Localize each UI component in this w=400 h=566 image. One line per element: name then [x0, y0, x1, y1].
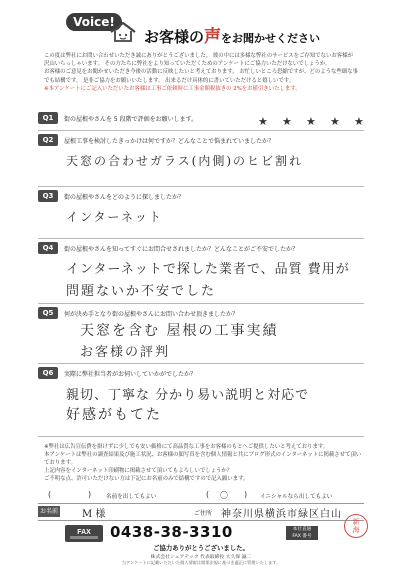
company-info [38, 543, 364, 566]
question-number: Q3 [38, 190, 58, 202]
divider [38, 436, 364, 437]
question-q5 [38, 307, 364, 319]
star-icon: ★ [282, 115, 292, 128]
intro-line: お客様のご意見をお聞かせいただき今後の活動に反映したいと考えております。 お忙しいところ恐縮ですが、どのような些細な事 [44, 69, 358, 76]
fax-machine-icon [64, 523, 104, 543]
question-text: 実際に弊社担当者がお伺いしていかがでしたか？ [64, 371, 197, 378]
name-field[interactable]: M 様 [82, 509, 106, 520]
note-line: ※弊社は広告宣伝費を掛けずに少しでも安い価格にて高品質な工事をお客様のもとへご提供したいと考えております。 [44, 444, 329, 450]
note-line: 上記内容をインターネット印刷物に掲載させて頂いてもよろしいでしょうか？ [44, 468, 233, 474]
stamp-text-top: 新 [352, 518, 360, 526]
star-icon: ★ [330, 115, 340, 128]
fax-direct-badge [286, 526, 318, 540]
question-q6 [38, 367, 364, 379]
question-q4 [38, 242, 364, 254]
fax-row [38, 522, 364, 544]
consent-option-2-mark[interactable]: 〇 [220, 491, 228, 500]
consent-option-1-text: 名前を出してもよい [106, 494, 157, 500]
fax-icon-label: FAX [77, 529, 91, 536]
answer-q6-line1: 親切、丁寧な 分かり易い説明と対応で [66, 388, 310, 403]
company-name: 株式会社シェアテック 代表取締役 大久保 誠二 [150, 555, 252, 560]
question-number: Q4 [38, 242, 58, 254]
seal-stamp [344, 514, 368, 538]
answer-q4-line2: 問題ないか不安でした [66, 284, 217, 299]
stamp-text-bottom: 海 [352, 526, 360, 534]
title-prefix: お客様の [144, 28, 205, 46]
divider [38, 130, 364, 131]
divider [38, 520, 364, 521]
fax-badge-line2: FAX 番号 [292, 534, 312, 539]
privacy-disclaimer: 当アンケートに記載いただいた個人情報は関係法規に基づき適正に管理いたします。 [121, 560, 281, 565]
consent-options [38, 490, 364, 502]
star-icon: ★ [306, 115, 316, 128]
question-q2 [38, 134, 364, 146]
consent-option-1-open[interactable]: ( [48, 490, 52, 499]
divider [38, 238, 364, 239]
header [0, 0, 400, 50]
star-icon: ★ [258, 115, 268, 128]
answer-q4-line1: インターネットで探した業者で、品質 費用が [66, 262, 350, 277]
name-label: お名前 [39, 508, 58, 515]
publication-notes [44, 443, 366, 483]
consent-option-2-close[interactable]: ) [244, 490, 248, 499]
divider [38, 186, 364, 187]
consent-option-1-close[interactable]: ) [88, 490, 92, 499]
fax-number: 0438-38-3310 [110, 523, 233, 541]
question-text: 街の屋根やさんをどのように探しましたか？ [64, 194, 185, 201]
intro-line: この度は弊社にお問い合わせいただき誠にありがとうございました。 彼の中には多様な弊社のサービスをご存知でないお客様が [44, 53, 353, 59]
rating-stars [258, 115, 368, 127]
address-field[interactable]: 神奈川県横浜市緑区白山 [221, 509, 342, 520]
divider [38, 503, 364, 504]
consent-option-2-open[interactable]: ( [206, 490, 210, 499]
intro-line: でも結構です。 是非ご協力をお願いいたします。 出来るだけ具体的に書いていただけると嬉しいです。 [44, 77, 295, 84]
intro-text [44, 52, 364, 93]
question-text: 街の屋根やさんを知ってすぐにお問合せされましたか？どんなことがご不安でしたか？ [64, 246, 299, 253]
question-number: Q6 [38, 367, 58, 379]
question-text: 街の屋根やさんを 5 段階で評価をお願いします。 [64, 116, 198, 123]
answer-q5-line1: 天窓を含む 屋根の工事実績 [80, 323, 279, 339]
address-label: ご住所 [194, 510, 213, 517]
intro-line: 沢山いらっしゃいます。 その方たちに弊社をより知っていただくためのアンケートにご協力いただけないでしょうか。 [44, 61, 331, 68]
page-title [144, 22, 320, 47]
voice-badge: Voice! [66, 13, 122, 31]
note-line: 本アンケートは弊社の調査結果及び施工状況、お客様の顔写真を含む個人情報と共にブログ形式のインターネットに掲載させて頂いております。 [44, 452, 362, 466]
consent-option-2-text: イニシャルなら出してもよい [260, 494, 333, 500]
divider [38, 363, 364, 364]
divider [38, 303, 364, 304]
house-icon [108, 20, 138, 44]
question-text: 何が決め手となり街の屋根やさんにお問い合わせ頂きましたか？ [64, 311, 239, 318]
star-icon: ★ [354, 115, 364, 128]
thanks-text: ご協力ありがとうございました。 [153, 544, 249, 552]
answer-q5-line2: お客様の評判 [80, 345, 171, 360]
note-line: ご不明な点、許可いただけない方は下記にお名前のみで結構ですので記入願います。 [44, 476, 249, 482]
title-suffix: をお聞かせください [221, 32, 321, 45]
question-number: Q2 [38, 134, 58, 146]
answer-q6-line2: 好感がもてた [66, 407, 162, 423]
title-accent: 声 [204, 27, 222, 47]
question-text: 屋根工事を検討したきっかけは何ですか？どんなことで悩まれていましたか？ [64, 138, 275, 145]
customer-info [38, 505, 364, 519]
question-q3 [38, 190, 364, 202]
question-number: Q5 [38, 307, 58, 319]
discount-note: ※本アンケートにご記入いただいたお客様は工事ご依頼時に工事金額税抜きの 2%をお値引きいたします。 [44, 85, 301, 92]
fax-badge-line1: 本社直通 [292, 527, 312, 532]
answer-q2: 天窓の合わせガラス(内側)のヒビ割れ [66, 154, 304, 168]
answer-q3: インターネット [66, 210, 163, 224]
question-number: Q1 [38, 112, 58, 124]
